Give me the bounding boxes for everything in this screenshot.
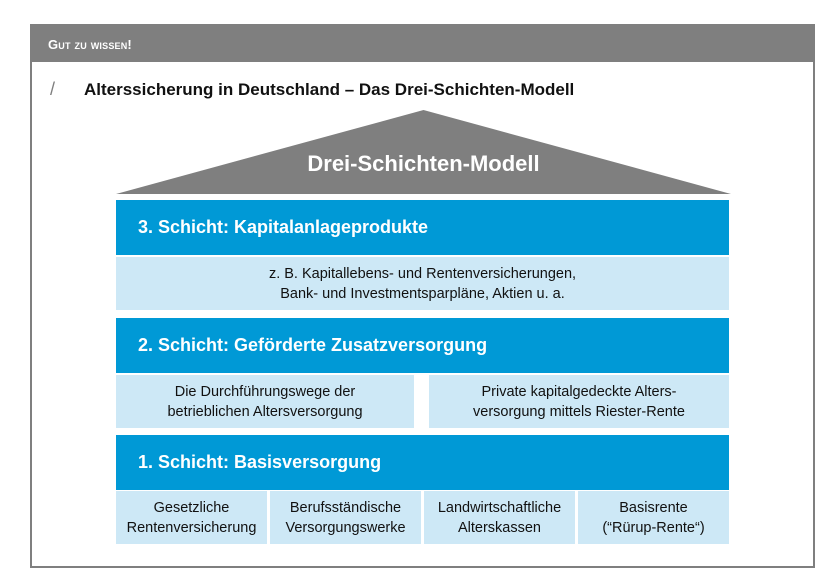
- layer-3-header: 3. Schicht: Kapitalanlageprodukte: [116, 200, 729, 255]
- layer-2-header: 2. Schicht: Geförderte Zusatzversorgung: [116, 318, 729, 373]
- subtitle-slash: /: [50, 79, 56, 99]
- layer-1-box-basisrente: Basisrente (“Rürup-Rente“): [578, 491, 729, 544]
- layer-1-box-agricultural: Landwirtschaftliche Alterskassen: [424, 491, 575, 544]
- layer-1-box-statutory: Gesetzliche Rentenversicherung: [116, 491, 267, 544]
- header-title: Gut zu wissen!: [48, 37, 132, 52]
- layer-1-header: 1. Schicht: Basisversorgung: [116, 435, 729, 490]
- layer-3-box: z. B. Kapitallebens- und Rentenversicherungen, Bank- und Investmentsparpläne, Aktien u. a.: [116, 257, 729, 310]
- layer-1-box-professional: Berufsständische Versorgungswerke: [270, 491, 421, 544]
- diagram-subtitle: Alterssicherung in Deutschland – Das Drei-Schichten-Modell: [84, 80, 575, 99]
- header-bar: [32, 26, 813, 62]
- info-panel: [30, 24, 815, 568]
- layer-2-box-riester: Private kapitalgedeckte Alters- versorgung mittels Riester-Rente: [429, 375, 729, 428]
- layer-2-box-occupational: Die Durchführungswege der betrieblichen Altersversorgung: [116, 375, 414, 428]
- roof-title: Drei-Schichten-Modell: [307, 151, 540, 176]
